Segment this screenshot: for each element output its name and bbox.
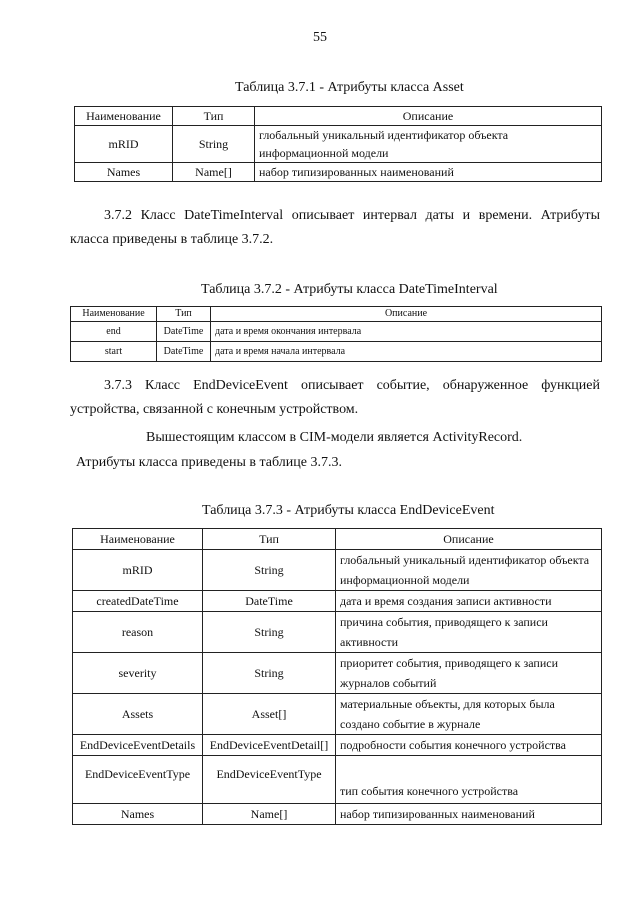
cell-name: severity <box>73 653 203 694</box>
cell-name: mRID <box>73 550 203 591</box>
cell-type: DateTime <box>157 342 211 362</box>
cell-description: материальные объекты, для которых была создано событие в журнале <box>336 694 602 735</box>
cell-description: глобальный уникальный идентификатор объекта информационной модели <box>336 550 602 591</box>
table-row <box>71 322 602 342</box>
header-description: Описание <box>255 107 602 126</box>
header-name: Наименование <box>73 529 203 550</box>
header-name: Наименование <box>75 107 173 126</box>
cell-name: EndDeviceEventDetails <box>73 735 203 756</box>
cell-name: Names <box>73 804 203 825</box>
paragraph-3-7-2: 3.7.2 Класс DateTimeInterval описывает интервал даты и времени. Атрибуты класса приведены в таблице 3.7.2. <box>70 208 600 247</box>
cell-type: Name[] <box>173 163 255 182</box>
table-row <box>71 342 602 362</box>
cell-name: end <box>71 322 157 342</box>
cell-type: String <box>203 653 336 694</box>
table2-caption: Таблица 3.7.2 - Атрибуты класса DateTimeInterval <box>201 282 498 297</box>
header-description: Описание <box>336 529 602 550</box>
cell-type: DateTime <box>157 322 211 342</box>
cell-description: дата и время начала интервала <box>211 342 602 362</box>
table-row <box>73 653 602 694</box>
table3-caption: Таблица 3.7.3 - Атрибуты класса EndDeviceEvent <box>202 503 495 518</box>
table-header-row <box>75 107 602 126</box>
table-row <box>73 756 602 804</box>
paragraph-3-7-3: 3.7.3 Класс EndDeviceEvent описывает событие, обнаруженное функцией устройства, связанной с конечным устройством. <box>70 378 600 417</box>
cell-name: EndDeviceEventType <box>73 756 203 804</box>
cell-description: приоритет события, приводящего к записи журналов событий <box>336 653 602 694</box>
table-row <box>75 163 602 182</box>
cell-type: String <box>203 550 336 591</box>
header-name: Наименование <box>71 307 157 322</box>
header-type: Тип <box>157 307 211 322</box>
table1-caption: Таблица 3.7.1 - Атрибуты класса Asset <box>235 80 464 95</box>
table-row <box>73 804 602 825</box>
table-header-row <box>73 529 602 550</box>
cell-description: причина события, приводящего к записи активности <box>336 612 602 653</box>
cell-name: start <box>71 342 157 362</box>
paragraph-table-ref: Атрибуты класса приведены в таблице 3.7.3. <box>76 455 342 470</box>
cell-type: String <box>203 612 336 653</box>
page-number: 55 <box>313 30 327 45</box>
cell-description: дата и время окончания интервала <box>211 322 602 342</box>
table-enddeviceevent-attributes <box>72 528 602 825</box>
cell-description: глобальный уникальный идентификатор объекта информационной модели <box>255 126 602 163</box>
table-row <box>73 612 602 653</box>
cell-description: дата и время создания записи активности <box>336 591 602 612</box>
cell-type: Name[] <box>203 804 336 825</box>
cell-name: Names <box>75 163 173 182</box>
table-row <box>73 550 602 591</box>
table-row <box>75 126 602 163</box>
table-row <box>73 735 602 756</box>
cell-description: набор типизированных наименований <box>255 163 602 182</box>
cell-description: набор типизированных наименований <box>336 804 602 825</box>
table-row <box>73 694 602 735</box>
header-type: Тип <box>203 529 336 550</box>
cell-type: String <box>173 126 255 163</box>
cell-type: Asset[] <box>203 694 336 735</box>
table-asset-attributes <box>74 106 602 182</box>
table-header-row <box>71 307 602 322</box>
cell-name: createdDateTime <box>73 591 203 612</box>
table-datetimeinterval-attributes <box>70 306 602 362</box>
cell-name: Assets <box>73 694 203 735</box>
cell-type: EndDeviceEventType <box>203 756 336 804</box>
header-description: Описание <box>211 307 602 322</box>
cell-type: EndDeviceEventDetail[] <box>203 735 336 756</box>
cell-name: reason <box>73 612 203 653</box>
cell-name: mRID <box>75 126 173 163</box>
paragraph-parent-class: Вышестоящим классом в CIM-модели является ActivityRecord. <box>146 430 523 445</box>
cell-description: тип события конечного устройства <box>336 756 602 804</box>
cell-description: подробности события конечного устройства <box>336 735 602 756</box>
header-type: Тип <box>173 107 255 126</box>
table-row <box>73 591 602 612</box>
cell-type: DateTime <box>203 591 336 612</box>
